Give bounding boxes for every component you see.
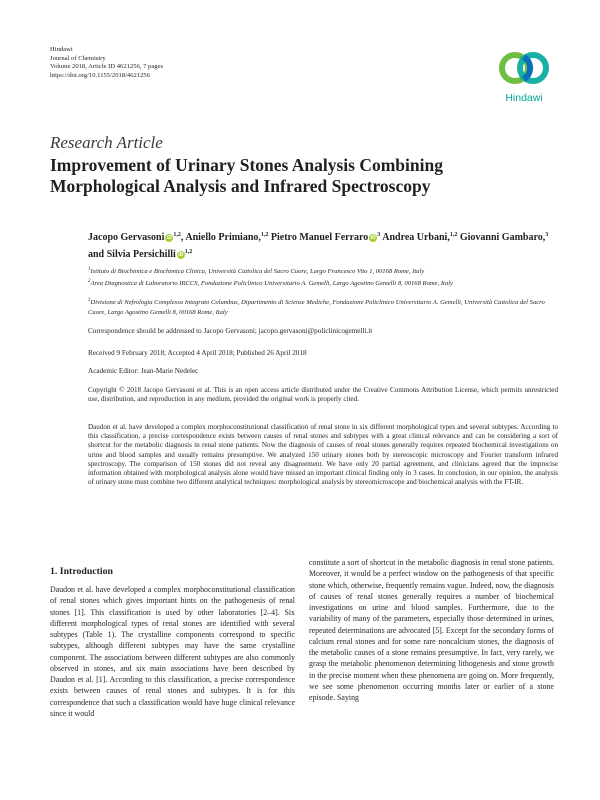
- academic-editor: Academic Editor: Jean-Marie Nedelec: [88, 367, 199, 375]
- article-type: Research Article: [50, 133, 163, 152]
- author-name: Andrea Urbani,: [382, 232, 450, 243]
- logo-wordmark: Hindawi: [505, 92, 543, 104]
- affiliation: [88, 267, 558, 277]
- orcid-icon[interactable]: iD: [178, 252, 184, 258]
- hindawi-logo: [496, 48, 552, 104]
- affiliation-number: 1: [88, 267, 91, 272]
- publication-dates: Received 9 February 2018; Accepted 4 April 2018; Published 26 April 2018: [88, 349, 307, 357]
- affiliation-text: Istituto di Biochimica e Biochimica Clinica, Università Cattolica del Sacro Cuore, Largo Francesco Vito 1, 00168 Rome, Italy: [90, 268, 425, 275]
- author-name: and Silvia Persichilli: [88, 249, 176, 260]
- section-heading-introduction: 1. Introduction: [50, 566, 113, 577]
- author-affiliation-marker: 1,2: [184, 249, 193, 255]
- author-name: Aniello Primiano,: [185, 232, 261, 243]
- affiliation-text: Divisione di Nefrologia Complesso Integrato Columbus, Dipartimento di Scienze Mediche, Fondazione Policlinico Universitario A. Gemelli, Università Cattolica del Sacro Cuore, Largo Agostino Gemelli 8, 00168 Rome, Italy: [88, 299, 545, 316]
- affiliation-text: Area Diagnostica di Laboratorio IRCCS, Fondazione Policlinico Universitario A. Gemelli, Largo Agostino Gemelli 8, 00168 Rome, Italy: [90, 280, 453, 287]
- copyright-notice: Copyright © 2018 Jacopo Gervasoni et al. This is an open access article distributed under the Creative Commons Attribution License, which permits unrestricted use, distribution, and reproduction in any medium, provided the original work is properly cited.: [88, 386, 558, 404]
- affiliation: [88, 298, 558, 317]
- article-title: Improvement of Urinary Stones Analysis Combining Morphological Analysis and Infrared Spectroscopy: [50, 155, 443, 196]
- affiliation-number: 2: [88, 279, 91, 284]
- abstract-text: Daudon et al. have developed a complex morphoconstitutional classification of renal stone in six different morphological types and several subtypes. According to this classification, a precise correspondence exists between causes of renal stones and subtypes with a great clinical relevance and can be considering a sort of shortcut for the metabolic diagnosis in renal stone patients. Now the diagnosis of causes of renal stones generally requires repeated biochemical investigations on urine and blood samples and usually remains presumptive. We analyzed 150 urinary stones both by stereoscopic microscopy and Fourier transform infrared spectroscopy. The comparison of 150 stones did not reveal any disagreement. We have only 20 partial agreement, and clinicians agreed that the imprecise information obtained with morphological analysis alone would have missed an important clinical finding only in 3 cases. In conclusion, in our opinion, the analysis of urinary stone must combine two different analytical techniques: morphological analysis by stereomicroscope and biochemical analysis with the FT-IR.: [88, 423, 558, 487]
- orcid-icon[interactable]: iD: [166, 235, 172, 241]
- body-column-right: constitute a sort of shortcut in the metabolic diagnosis in renal stone patients. Moreover, it would be a perfect window on the pathogenesis of that specific stone which, otherwise, frequently remains vague. Indeed, now, the diagnosis of causes of renal stones generally requires a number of biochemical investigations on urine and blood samples. Furthermore, due to the variability of many of the parameters, especially those determined in urines, repeated determinations are advocated [5]. Except for the secondary forms of calcium renal stones and for some rare noncalcium stones, the diagnosis of the metabolic causes of a stone remains presumptive. In fact, very rarely, we grasp the metabolic phenomenon determining lithogenesis and stone growth in the precise moment when these phenomena are going on. More frequently, we see some phenomenon occurring months later or earlier of a stone episode. Saying: [309, 558, 554, 702]
- author-name: Pietro Manuel Ferraro: [270, 232, 369, 243]
- doi-link[interactable]: https://doi.org/10.1155/2018/4621256: [50, 71, 151, 79]
- author-affiliation-marker: 1,2: [173, 232, 181, 238]
- author-name: Jacopo Gervasoni: [88, 232, 165, 243]
- journal-header: [50, 46, 163, 80]
- author-affiliation-marker: 1,2: [449, 232, 458, 238]
- author-list: Jacopo Gervasoni iD $^{1,2}$, Aniello Primiano,$^{1,2}$ Pietro Manuel Ferraro iD $^3$ Andrea Urbani,$^{1,2}$ Giovanni Gambaro,$^3$ and Silvia Persichilli iD $^{1,2}$: [88, 232, 549, 260]
- journal-name: Journal of Chemistry: [50, 54, 106, 62]
- affiliation-number: 3: [88, 298, 91, 303]
- author-affiliation-marker: 3: [545, 232, 549, 238]
- correspondence: Correspondence should be addressed to Jacopo Gervasoni; jacopo.gervasoni@policlinicogemelli.it: [88, 327, 373, 335]
- author-affiliation-marker: 1,2: [260, 232, 269, 238]
- hindawi-logo-icon: [496, 48, 552, 92]
- affiliation: [88, 279, 558, 289]
- publisher-name: Hindawi: [50, 46, 73, 53]
- body-column-left: Daudon et al. have developed a complex morphoconstitutional classification of renal stones which gives important hints on the pathogenesis of renal stones [1]. This classification is used by other laboratories [2–4]. Six different morphological types of renal stones are identified with several subtypes (Table 1). The crystalline components correspond to specific subtypes, although different subtypes may have the same crystalline component. The associations between different subtypes are also commonly observed in stones, and six main associations have been described by Daudon et al. [1]. According to this classification, a precise correspondence exists between causes of renal stones and subtypes. It is for this correspondence that such a classification would have huge clinical relevance since it would: [50, 585, 295, 718]
- volume-info: Volume 2018, Article ID 4621256, 7 pages: [50, 63, 164, 71]
- author-name: Giovanni Gambaro,: [459, 232, 546, 243]
- author-affiliation-marker: 3: [377, 232, 381, 238]
- orcid-icon[interactable]: iD: [370, 235, 376, 241]
